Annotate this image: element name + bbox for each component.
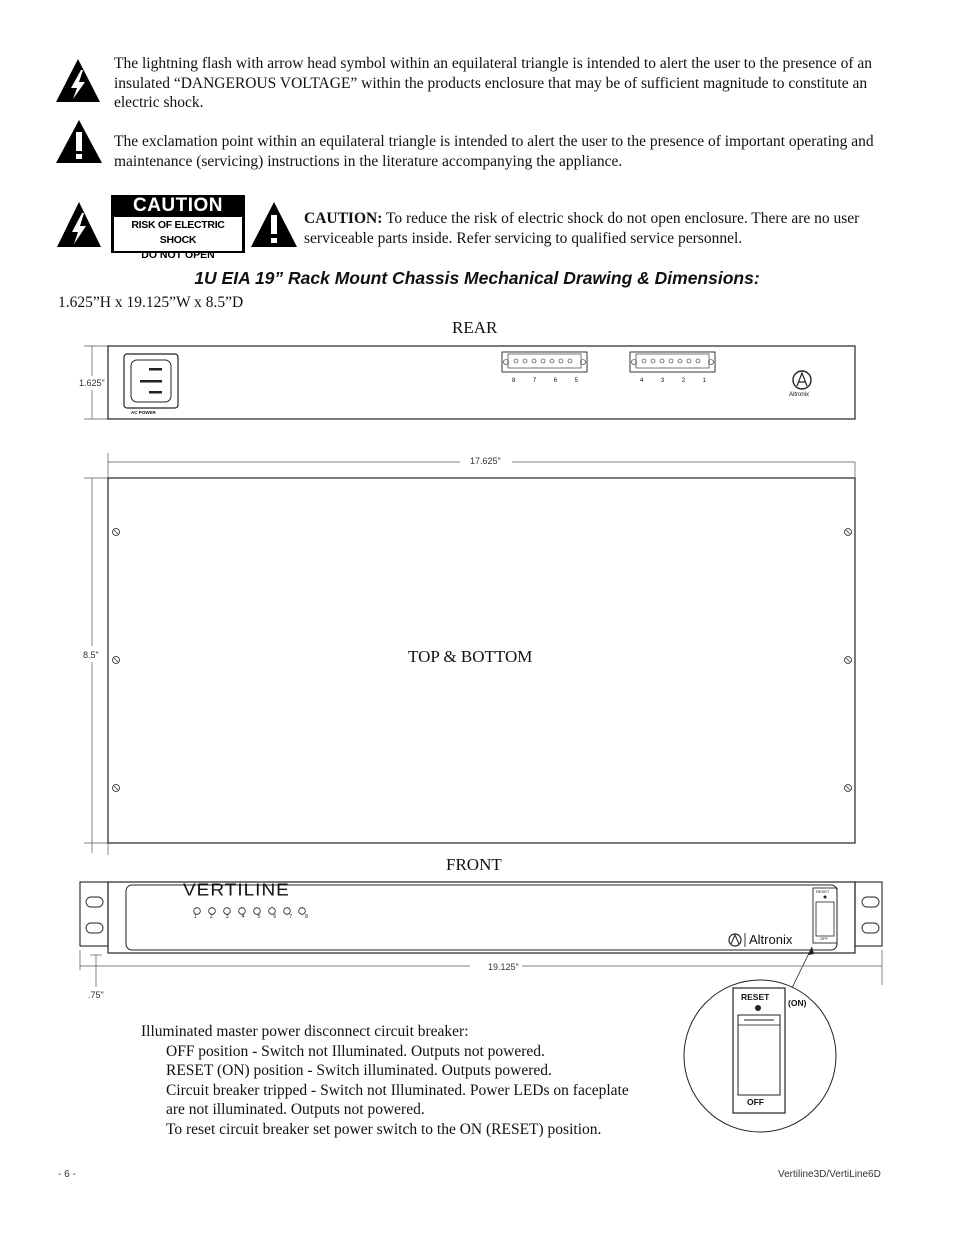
chassis-dimensions: 1.625”H x 19.125”W x 8.5”D [58,294,244,311]
led-number: 5 [257,914,261,920]
flange-dimension: .75" [88,990,104,1000]
notes-line: OFF position - Switch not Illuminated. Outputs not powered. [166,1042,545,1060]
terminal-label: 4 [640,378,644,384]
breaker-notes [141,1022,629,1139]
top-depth-dimension: 8.5" [83,650,99,660]
rear-height-dimension: 1.625" [79,378,105,388]
notes-line: Circuit breaker tripped - Switch not Illuminated. Power LEDs on faceplate [166,1081,629,1099]
terminal-label: 5 [574,378,578,384]
caution-label-title: CAUTION [132,195,224,216]
caution-label-line2: DO NOT OPEN [141,249,215,261]
front-switch-bottom-label: OFF [820,936,828,941]
lightning-caution-icon [56,201,102,249]
led-number: 1 [194,914,197,920]
terminal-label: 6 [553,378,558,384]
rear-terminal-labels-block2 [640,378,706,384]
front-switch-top-label: RESET [816,889,830,894]
lightning-warning-icon [55,58,101,104]
exclamation-caution-icon [250,201,298,249]
top-width-dimension: 17.625" [470,456,501,466]
terminal-label: 1 [702,378,706,384]
ac-power-label: AC POWER [131,410,156,415]
led-number: 7 [289,914,293,920]
notes-intro: Illuminated master power disconnect circuit breaker: [141,1023,469,1040]
notes-line: To reset circuit breaker set power switch to the ON (RESET) position. [166,1120,602,1138]
callout-reset-label: RESET [741,992,770,1002]
rear-logo-text: Altronix [789,392,810,398]
top-bottom-label: TOP & BOTTOM [408,647,533,666]
rear-label: REAR [452,318,498,337]
exclamation-warning-icon [55,119,103,165]
terminal-label: 2 [681,378,686,384]
led-number: 4 [241,914,245,920]
section-heading: 1U EIA 19” Rack Mount Chassis Mechanical Drawing & Dimensions: [194,268,760,288]
led-number: 3 [225,914,229,920]
caution-label-line1: RISK OF ELECTRIC SHOCK [131,219,225,246]
callout-off-label: OFF [747,1097,764,1107]
front-label: FRONT [446,855,502,874]
exclamation-warning-text: The exclamation point within an equilateral triangle is intended to alert the user to the presence of important operating and maintenance (servicing) instructions in the literature accompanying the appliance. [114,133,874,170]
front-led-numbers [194,914,308,920]
terminal-label: 7 [532,378,537,384]
notes-line: are not illuminated. Outputs not powered. [166,1101,425,1118]
front-width-dimension: 19.125" [488,962,519,972]
caution-label [111,195,245,261]
led-number: 8 [305,914,308,920]
caution-text [304,209,879,248]
caution-lead: CAUTION: [304,210,383,227]
callout-on-label: (ON) [788,998,807,1008]
page-number: - 6 - [58,1169,76,1180]
terminal-label: 3 [660,378,665,384]
vertiline-brand-logo: VERTILINE [183,881,290,900]
lightning-warning-text: The lightning flash with arrow head symbol within an equilateral triangle is intended to alert the user to the presence of an insulated “DANGEROUS VOLTAGE” within the products enclosure that may be of sufficient magnitude to constitute an electric shock. [114,55,872,111]
front-logo-text: Altronix [749,932,793,947]
document-name: Vertiline3D/VertiLine6D [778,1169,881,1180]
terminal-label: 8 [512,378,516,384]
notes-line: RESET (ON) position - Switch illuminated. Outputs powered. [166,1062,552,1079]
rear-terminal-labels-block1 [512,378,578,384]
led-number: 2 [209,914,213,920]
led-number: 6 [273,914,277,920]
caution-body: To reduce the risk of electric shock do not open enclosure. There are no user serviceable parts inside. Refer servicing to qualified service personnel. [304,210,860,247]
